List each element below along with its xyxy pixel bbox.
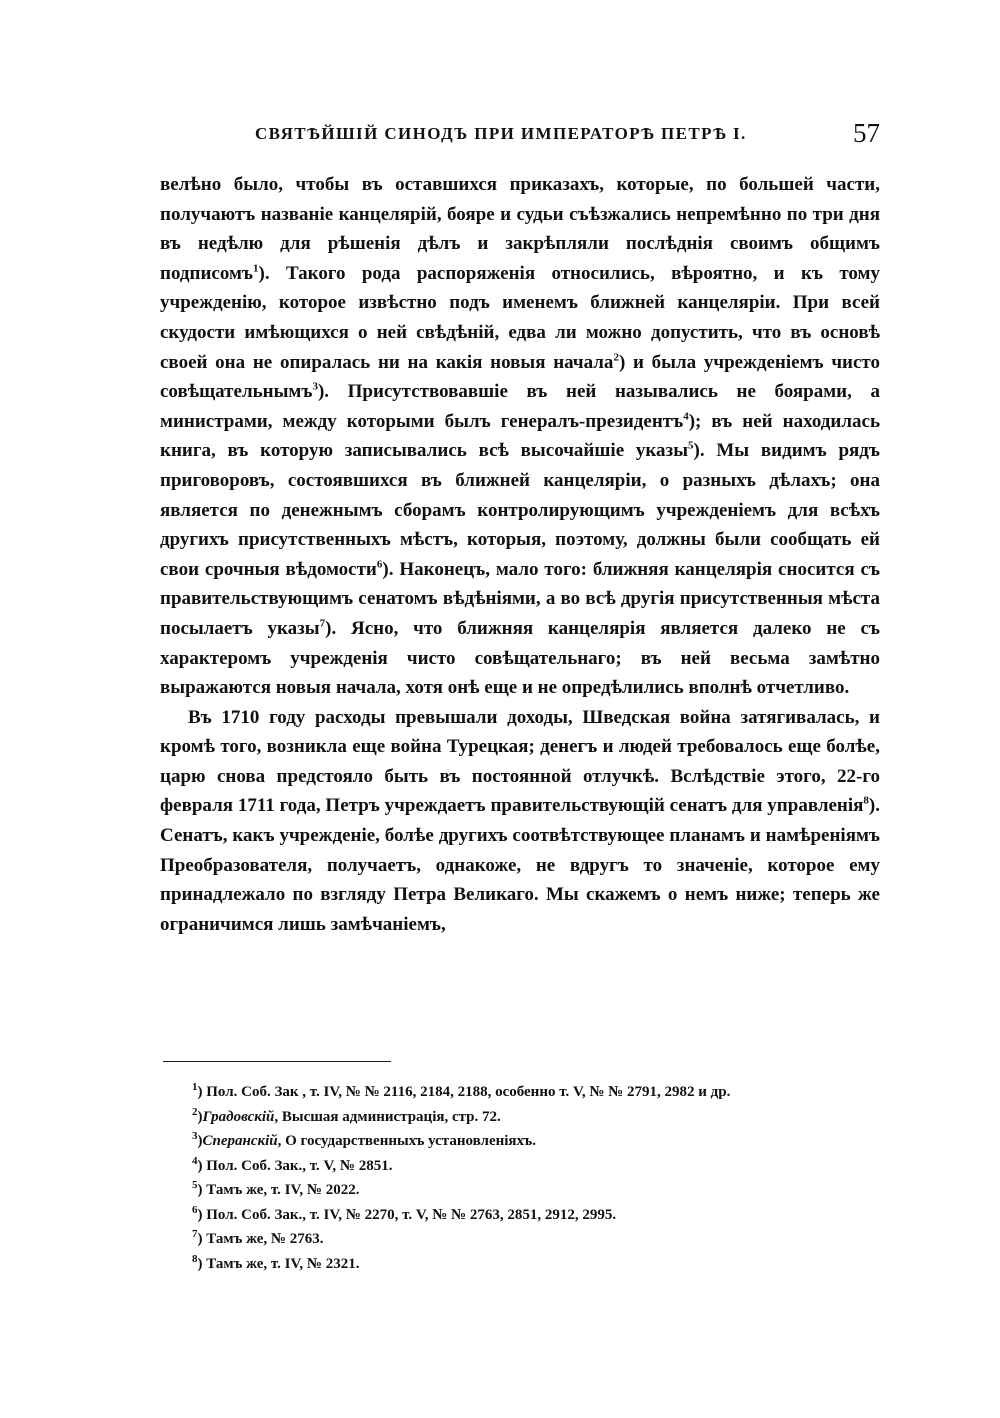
footnote-author: Градовскій — [202, 1108, 275, 1125]
footnote-3: $^3$)Сперанскій, О государственныхъ установленіяхъ. — [192, 1130, 536, 1149]
running-title: СВЯТѢЙШІЙ СИНОДЪ ПРИ ИМПЕРАТОРѢ ПЕТРѢ I. — [255, 124, 747, 143]
body-text — [160, 170, 880, 939]
footnote-ref: 6 — [376, 558, 383, 571]
running-head — [160, 118, 880, 148]
text-run: ). Такого рода распоряженія относились, вѣроятно, и къ тому учрежденію, которое извѣстно подъ именемъ ближней канцеляріи. При всей скудости имѣющихся о ней свѣдѣній, едва ли можно допустить, что въ основѣ своей она не опиралась ни на какія новыя начала — [160, 262, 880, 373]
text-run: ). Мы видимъ рядъ приговоровъ, состоявшихся въ ближней канцеляріи, о разныхъ дѣлахъ; она является по денежнымъ сборамъ контролирующимъ учрежденіемъ для всѣхъ другихъ присутственныхъ мѣстъ, которыя, поэтому, должны были сообщать ей свои срочныя вѣдомости — [160, 440, 880, 580]
footnote-ref: 5 — [688, 440, 694, 453]
text-run: ); въ ней находилась книга, въ которую записывались всѣ высочайшіе указы — [160, 410, 880, 462]
footnote-mark: 7 — [192, 1228, 198, 1240]
text-run: ). Присутствовавшіе въ ней назывались не боярами, а министрами, между которыми былъ генералъ-президентъ — [160, 381, 880, 432]
footnote-text: ) Пол. Соб. Зак., т. V, № 2851. — [197, 1157, 393, 1174]
footnote-ref: 7 — [319, 617, 326, 630]
footnote-mark: 1 — [192, 1081, 198, 1093]
footnote-text: , Высшая администрація, стр. 72. — [274, 1108, 501, 1125]
footnote-5 — [160, 1178, 880, 1203]
footnote-divider — [163, 1061, 391, 1062]
footnote-mark: 8 — [192, 1252, 198, 1265]
footnote-mark: 2 — [192, 1105, 198, 1118]
text-run: ). Ясно, что ближняя канцелярія является далеко не съ характеромъ учрежденія чисто совѣщательнаго; въ ней весьма замѣтно выражаются новыя начала, хотя онѣ еще и не опредѣлились вполнѣ отчетливо. — [160, 617, 880, 699]
footnote-text: ) Тамъ же, № 2763. — [197, 1231, 324, 1247]
footnote-ref: 2 — [613, 351, 619, 364]
footnote-mark: 5 — [192, 1179, 198, 1191]
footnote-8 — [160, 1252, 880, 1277]
footnote-author: Сперанскій — [202, 1133, 278, 1149]
footnote-ref: 4 — [683, 410, 689, 423]
footnote-mark: 6 — [192, 1203, 198, 1216]
footnote-text: , О государственныхъ установленіяхъ. — [277, 1133, 536, 1149]
footnote-mark: 4 — [192, 1154, 198, 1167]
footnote-ref: 8 — [863, 795, 869, 808]
footnote-4 — [160, 1154, 880, 1179]
text-run: ) и была учрежденіемъ чисто совѣщательнымъ — [160, 351, 881, 403]
text-run: велѣно было, чтобы въ оставшихся приказахъ, которые, по большей части, получаютъ названіе канцелярій, бояре и судьи съѣзжались непремѣнно по три дня въ недѣлю для рѣшенія дѣлъ и закрѣпляли послѣднія своимъ общимъ подписомъ — [160, 174, 880, 284]
paragraph-2 — [160, 703, 880, 940]
text-run: ). Наконецъ, мало того: ближняя канцелярія сносится съ правительствующимъ сенатомъ вѣдѣніями, а во всѣ другія присутственныя мѣста посылаетъ указы — [160, 558, 880, 639]
footnote-2: $^2$)Градовскій, Высшая администрація, стр. 72. — [192, 1105, 501, 1125]
footnote-text: ) Пол. Соб. Зак , т. IV, № № 2116, 2184, 2188, особенно т. V, № № 2791, 2982 и др. — [197, 1084, 731, 1100]
footnote-text: ) Тамъ же, т. IV, № 2022. — [197, 1182, 360, 1198]
footnote-mark: 3 — [192, 1130, 198, 1142]
footnote-7 — [160, 1227, 880, 1252]
footnote-ref: 3 — [312, 380, 318, 393]
footnote-text: ) Тамъ же, т. IV, № 2321. — [197, 1255, 360, 1272]
text-run: ). Сенатъ, какъ учрежденіе, болѣе другихъ соотвѣтствующее планамъ и намѣреніямъ Преобразователя, получаетъ, однакоже, не вдругъ то значеніе, которое ему принадлежало по взгляду Петра Великаго. Мы скажемъ о немъ ниже; теперь же ограничимся лишь замѣчаніемъ, — [160, 795, 880, 935]
footnote-1 — [160, 1080, 880, 1105]
footnote-6 — [160, 1203, 880, 1228]
page-number: 57 — [853, 118, 880, 148]
text-run: Въ 1710 году расходы превышали доходы, Шведская война затягивалась, и кромѣ того, возникла еще война Турецкая; денегъ и людей требовалось еще болѣе, царю снова предстояло быть въ постоянной отлучкѣ. Вслѣдствіе этого, 22-го февраля 1711 года, Петръ учреждаетъ правительствующій сенатъ для управленія — [160, 706, 880, 817]
footnotes — [160, 1080, 880, 1276]
footnote-ref: 1 — [253, 262, 259, 275]
paragraph-1 — [160, 170, 880, 703]
footnote-text: ) Пол. Соб. Зак., т. IV, № 2270, т. V, № № 2763, 2851, 2912, 2995. — [197, 1206, 617, 1223]
